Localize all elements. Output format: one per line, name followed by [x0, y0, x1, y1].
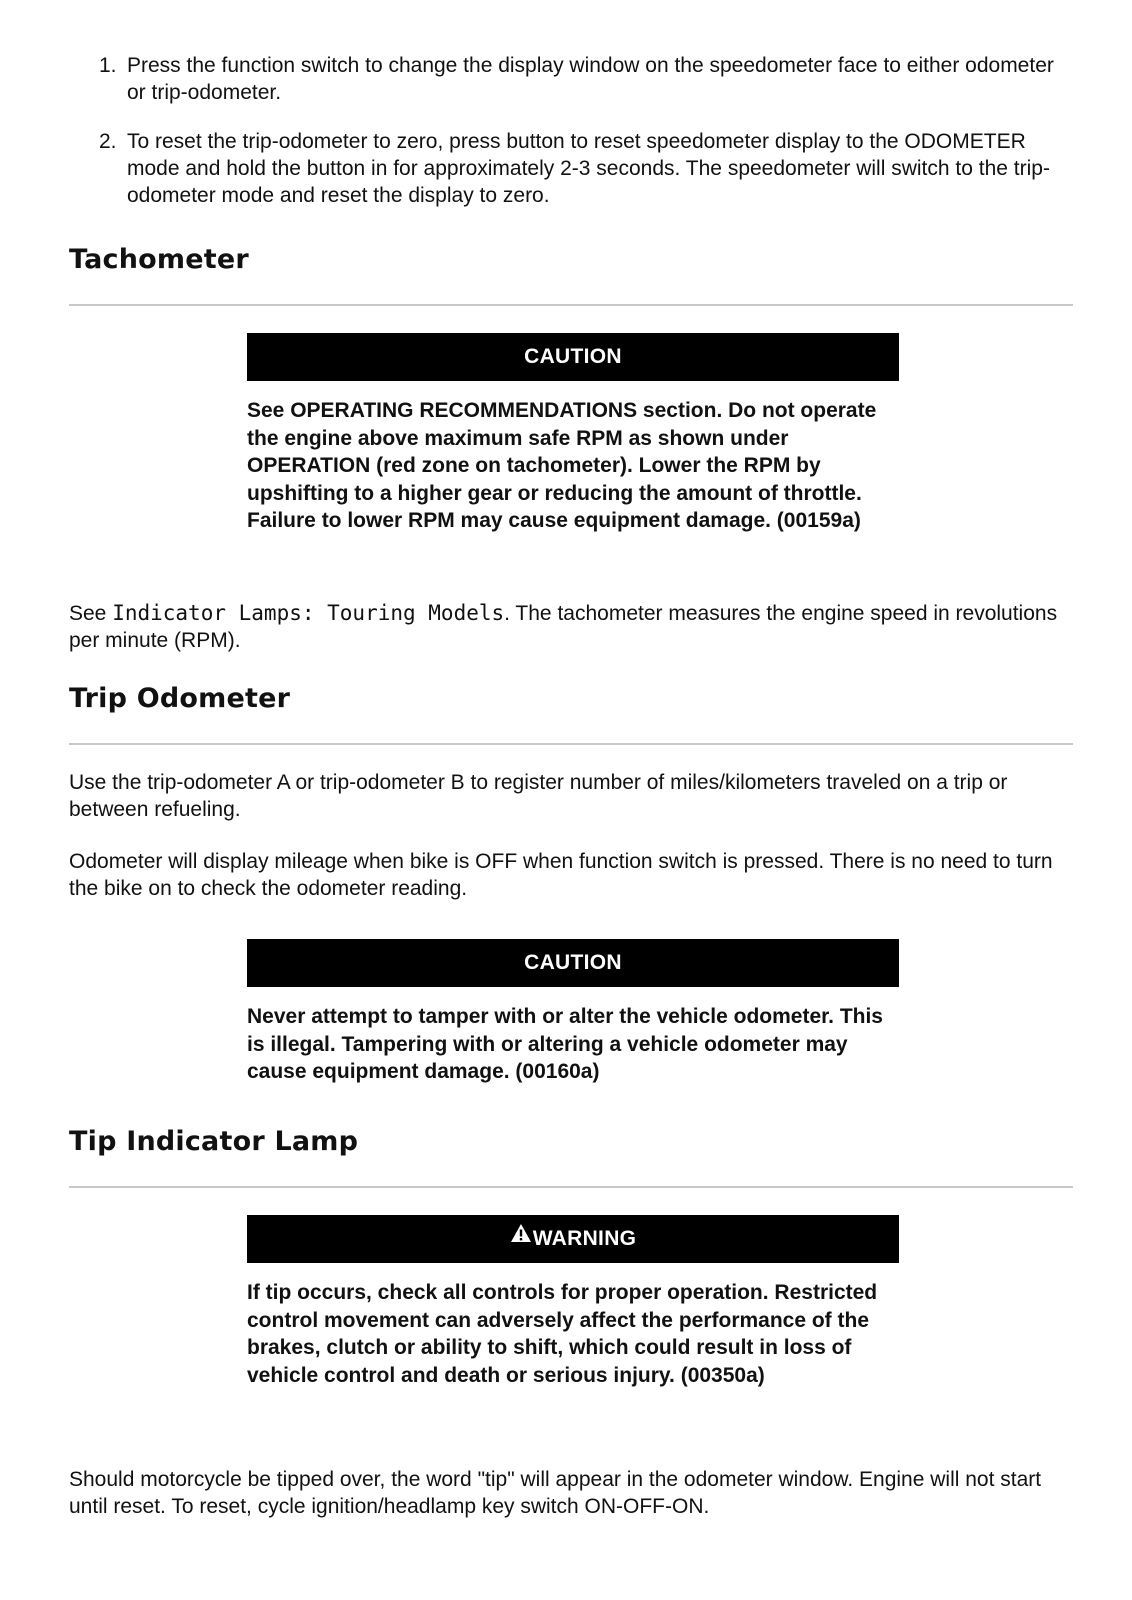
- section-divider: [69, 743, 1073, 745]
- step-number: 1.: [99, 54, 117, 77]
- caution-text: See OPERATING RECOMMENDATIONS section. Do not operate the engine above maximum safe RPM as shown under OPERATION (red zone on tachometer). Lower the RPM by upshifting to a higher gear or reducing the amount of throttle. Failure to lower RPM may cause equipment damage. (00159a): [247, 399, 877, 532]
- trip-odometer-para-1: Use the trip-odometer A or trip-odometer B to register number of miles/kilometers traveled on a trip or between refueling.: [69, 771, 1008, 821]
- warning-text: If tip occurs, check all controls for proper operation. Restricted control movement can adversely affect the performance of the brakes, clutch or ability to shift, which could result in loss of vehicle control and death or serious injury. (00350a): [247, 1281, 878, 1387]
- indicator-lamps-link[interactable]: Indicator Lamps: Touring Models: [112, 601, 505, 625]
- warning-label: WARNING: [532, 1227, 637, 1250]
- caution-banner: CAUTION: [247, 939, 899, 987]
- warning-triangle-icon: [510, 1213, 532, 1261]
- section-divider: [69, 304, 1073, 306]
- tip-warning: [247, 1215, 899, 1389]
- tip-indicator-description: Should motorcycle be tipped over, the word "tip" will appear in the odometer window. Engine will not start until reset. To reset, cycle ignition/headlamp key switch ON-OFF-ON.: [69, 1468, 1042, 1518]
- tachometer-description: [69, 600, 1079, 654]
- trip-odometer-heading: Trip Odometer: [69, 683, 291, 714]
- step-text: Press the function switch to change the display window on the speedometer face to either odometer or trip-odometer.: [127, 54, 1054, 104]
- step-text: To reset the trip-odometer to zero, press button to reset speedometer display to the ODOMETER mode and hold the button in for approximately 2-3 seconds. The speedometer will switch to the trip-odometer mode and reset the display to zero.: [127, 130, 1050, 207]
- caution-banner: CAUTION: [247, 333, 899, 381]
- caution-text: Never attempt to tamper with or alter the vehicle odometer. This is illegal. Tampering with or altering a vehicle odometer may cause equipment damage. (00160a): [247, 1005, 883, 1083]
- list-item: [69, 52, 1069, 106]
- trip-odometer-para-2: Odometer will display mileage when bike is OFF when function switch is pressed. There is no need to turn the bike on to check the odometer reading.: [69, 850, 1053, 900]
- tip-indicator-heading: Tip Indicator Lamp: [69, 1126, 359, 1157]
- description-prefix: See: [69, 602, 113, 625]
- tachometer-heading: Tachometer: [69, 244, 249, 275]
- odometer-caution: [247, 939, 899, 1086]
- warning-banner: [247, 1215, 899, 1263]
- reset-steps-list: [69, 52, 1069, 231]
- description-suffix: . The tachometer measures the engine speed in revolutions per minute (RPM).: [69, 602, 1058, 652]
- step-number: 2.: [99, 130, 117, 153]
- tachometer-caution: [247, 333, 899, 535]
- section-divider: [69, 1186, 1073, 1188]
- list-item: [69, 128, 1069, 209]
